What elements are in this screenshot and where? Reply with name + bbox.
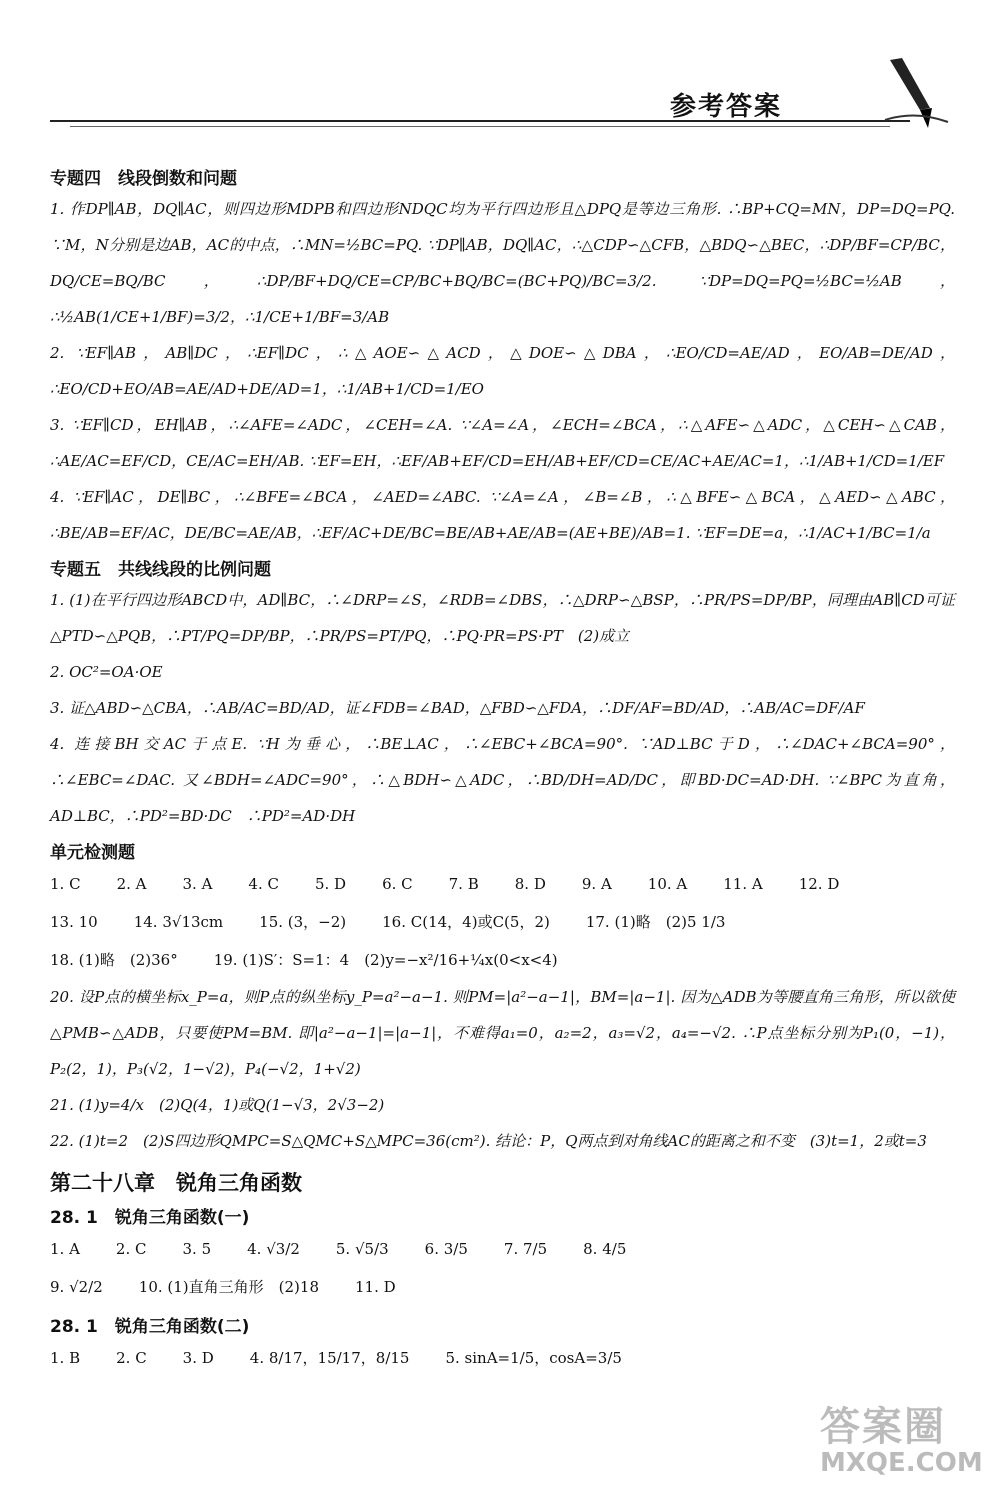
answer: 1. B <box>50 1349 81 1367</box>
page-header <box>30 80 980 140</box>
header-title: 参考答案 <box>670 92 783 122</box>
quill-pen-icon <box>880 50 950 130</box>
s5-item: 4. 连接BH交AC于点E. ∵H为垂心，∴BE⊥AC，∴∠EBC+∠BCA=90°. ∵AD⊥BC于D，∴∠DAC+∠BCA=90°，∴∠EBC=∠DAC. 又∠BDH=∠ADC=90°，∴△BDH∽△ADC，∴BD/DH=AD/DC，即BD·DC=AD·DH. ∵∠BPC为直角，AD⊥BC，∴PD²=BD·DC ∴PD²=AD·DH <box>50 735 955 825</box>
subsection-title: 28. 1 锐角三角函数(一) <box>50 1208 250 1228</box>
answer-row <box>50 865 955 903</box>
answer: 10. A <box>647 875 688 893</box>
answer: 9. √2/2 <box>50 1278 103 1296</box>
answer-row <box>50 941 955 979</box>
watermark-url: MXQE.COM <box>820 1448 983 1478</box>
s5-item: 3. 证△ABD∽△CBA，∴AB/AC=BD/AD，证∠FDB=∠BAD，△FBD∽△FDA，∴DF/AF=BD/AD，∴AB/AC=DF/AF <box>50 699 865 717</box>
s4-item: 2. ∵EF∥AB，AB∥DC，∴EF∥DC，∴△AOE∽△ACD，△DOE∽△DBA，∴EO/CD=AE/AD，EO/AB=DE/AD，∴EO/CD+EO/AB=AE/AD+DE/AD=1，∴1/AB+1/CD=1/EO <box>50 344 955 398</box>
answer: 18. (1)略 (2)36° <box>50 951 178 969</box>
answer: 2. C <box>116 1349 147 1367</box>
answer: 11. D <box>355 1278 396 1296</box>
answer-row <box>50 1230 955 1268</box>
chapter-title: 第二十八章 锐角三角函数 <box>50 1171 302 1195</box>
unit-item: 21. (1)y=4/x (2)Q(4，1)或Q(1−√3，2√3−2) <box>50 1096 385 1114</box>
answer-row <box>50 1268 955 1306</box>
answer-row <box>50 1339 955 1377</box>
answer: 8. 4/5 <box>583 1240 627 1258</box>
answer: 11. A <box>723 875 763 893</box>
answer: 1. C <box>50 875 81 893</box>
unit-item: 22. (1)t=2 (2)S四边形QMPC=S△QMC+S△MPC=36(cm²). 结论：P，Q两点到对角线AC的距离之和不变 (3)t=1，2或t=3 <box>50 1132 927 1150</box>
answer: 4. √3/2 <box>247 1240 300 1258</box>
answer: 14. 3√13cm <box>133 913 224 931</box>
section-title-5: 专题五 共线线段的比例问题 <box>50 560 271 580</box>
answer: 4. C <box>248 875 279 893</box>
subsection-title: 28. 1 锐角三角函数(二) <box>50 1317 250 1337</box>
s4-item: 1. 作DP∥AB，DQ∥AC，则四边形MDPB和四边形NDQC均为平行四边形且△DPQ是等边三角形. ∴BP+CQ=MN，DP=DQ=PQ. ∵M，N分别是边AB，AC的中点，∴MN=½BC=PQ. ∵DP∥AB，DQ∥AC，∴△CDP∽△CFB，△BDQ∽△BEC，∴DP/BF=CP/BC，DQ/CE=BQ/BC，∴DP/BF+DQ/CE=CP/BC+BQ/BC=(BC+PQ)/BC=3/2. ∵DP=DQ=PQ=½BC=½AB，∴½AB(1/CE+1/BF)=3/2，∴1/CE+1/BF=3/AB <box>50 200 955 326</box>
answer: 2. A <box>116 875 147 893</box>
answer: 13. 10 <box>50 913 98 931</box>
answer: 19. (1)S′：S=1：4 (2)y=−x²/16+¼x(0<x<4) <box>213 951 558 969</box>
s4-item: 3. ∵EF∥CD，EH∥AB，∴∠AFE=∠ADC，∠CEH=∠A. ∵∠A=∠A，∠ECH=∠BCA，∴△AFE∽△ADC，△CEH∽△CAB，∴AE/AC=EF/CD，CE/AC=EH/AB. ∵EF=EH，∴EF/AB+EF/CD=EH/AB+EF/CD=CE/AC+AE/AC=1，∴1/AB+1/CD=1/EF <box>50 416 955 470</box>
unit-test-title: 单元检测题 <box>50 843 135 863</box>
answer: 8. D <box>514 875 546 893</box>
s5-item: 2. OC²=OA·OE <box>50 663 163 681</box>
section-title-4: 专题四 线段倒数和问题 <box>50 169 237 189</box>
header-rule-thin <box>70 126 890 127</box>
answer: 7. B <box>448 875 479 893</box>
answer: 3. 5 <box>182 1240 212 1258</box>
answer: 3. A <box>182 875 213 893</box>
answer: 12. D <box>798 875 840 893</box>
unit-item: 20. 设P点的横坐标x_P=a，则P点的纵坐标y_P=a²−a−1. 则PM=|a²−a−1|，BM=|a−1|. 因为△ADB为等腰直角三角形，所以欲使△PMB∽△ADB，只要使PM=BM. 即|a²−a−1|=|a−1|，不难得a₁=0，a₂=2，a₃=√2，a₄=−√2. ∴P点坐标分别为P₁(0，−1)，P₂(2，1)，P₃(√2，1−√2)，P₄(−√2，1+√2) <box>50 988 955 1078</box>
answer-content <box>50 160 955 1377</box>
answer: 5. sinA=1/5，cosA=3/5 <box>445 1349 622 1367</box>
answer: 6. C <box>382 875 413 893</box>
s5-item: 1. (1)在平行四边形ABCD中，AD∥BC，∴∠DRP=∠S，∠RDB=∠DBS，∴△DRP∽△BSP，∴PR/PS=DP/BP，同理由AB∥CD可证△PTD∽△PQB，∴PT/PQ=DP/BP，∴PR/PS=PT/PQ，∴PQ·PR=PS·PT (2)成立 <box>50 591 955 645</box>
answer: 3. D <box>182 1349 214 1367</box>
answer: 6. 3/5 <box>424 1240 468 1258</box>
answer: 9. A <box>581 875 612 893</box>
answer: 1. A <box>50 1240 80 1258</box>
watermark <box>820 1395 995 1495</box>
answer: 10. (1)直角三角形 (2)18 <box>138 1278 319 1296</box>
answer: 4. 8/17，15/17，8/15 <box>249 1349 410 1367</box>
answer-row <box>50 903 955 941</box>
answer: 15. (3，−2) <box>259 913 347 931</box>
answer: 5. D <box>314 875 347 893</box>
answer: 2. C <box>115 1240 147 1258</box>
answer: 17. (1)略 (2)5 1/3 <box>585 913 726 931</box>
answer: 5. √5/3 <box>335 1240 389 1258</box>
answer: 7. 7/5 <box>503 1240 548 1258</box>
s4-item: 4. ∵EF∥AC，DE∥BC，∴∠BFE=∠BCA，∠AED=∠ABC. ∵∠A=∠A，∠B=∠B，∴△BFE∽△BCA，△AED∽△ABC，∴BE/AB=EF/AC，DE/BC=AE/AB，∴EF/AC+DE/BC=BE/AB+AE/AB=(AE+BE)/AB=1. ∵EF=DE=a，∴1/AC+1/BC=1/a <box>50 488 955 542</box>
answer: 16. C(14，4)或C(5，2) <box>382 913 550 931</box>
watermark-logo: 答案圈 <box>820 1404 946 1450</box>
